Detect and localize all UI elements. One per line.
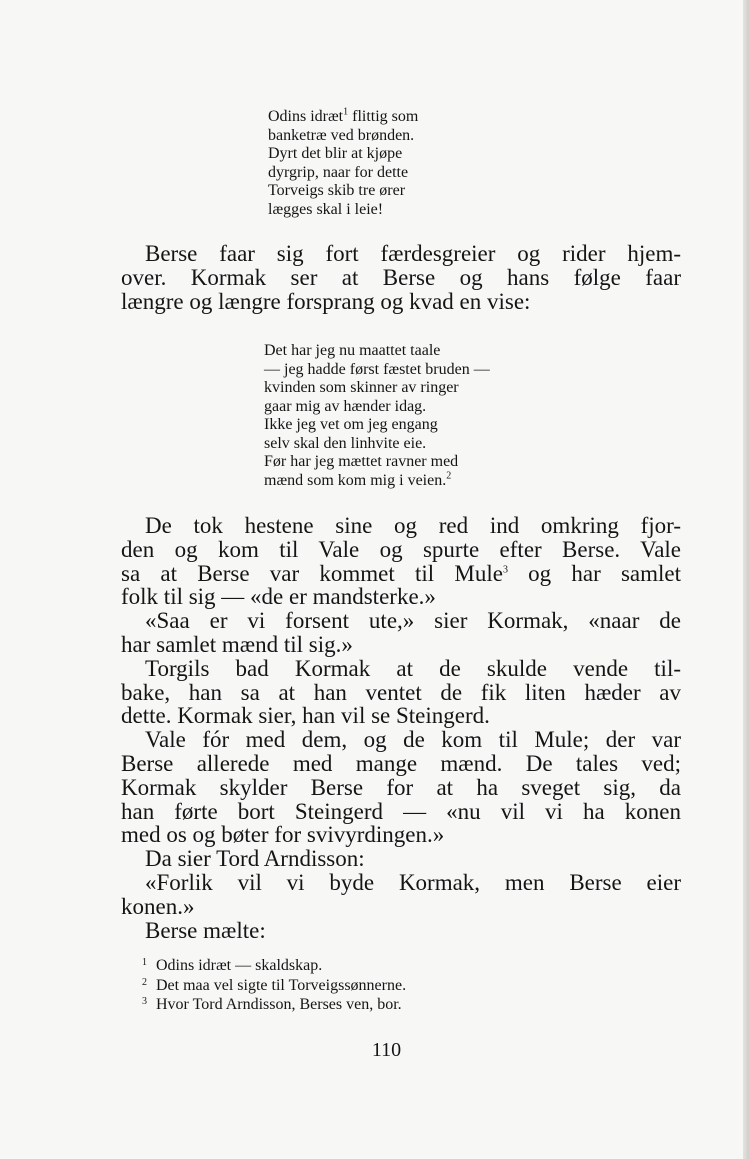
footnote-text: Hvor Tord Arndisson, Berses ven, bor. [156,996,402,1013]
prose-paragraph-1 [121,242,681,313]
footnote-text: Det maa vel sigte til Torveigssønnerne. [156,976,407,994]
prose-line: dette. Kormak sier, han vil se Steingerd. [121,703,490,729]
prose-line: konen.» [121,893,195,919]
page-edge [743,0,749,1159]
prose-line: bake, han sa at han ventet de fik liten hæder av [121,679,681,705]
page-number: 110 [371,1039,402,1061]
prose-line: «Forlik vil vi byde Kormak, men Berse eier [145,869,681,895]
prose-line: med os og bøter for svivyrdingen.» [121,822,445,848]
verse-line: Før har jeg mættet ravner med [264,453,459,470]
verse-line: mænd som kom mig i veien.$^2$ [264,470,452,489]
verse-stanza-2 [264,342,490,490]
verse-line: Odins idræt$^1$ flittig som [268,106,419,125]
prose-line: De tok hestene sine og red ind omkring fjor- [145,513,681,538]
footnote-ref: 2 [446,470,452,482]
prose-line: Torgils bad Kormak at de skulde vende til- [145,655,681,681]
verse-line: Dyrt det blir at kjøpe [268,145,403,162]
prose-line: Berse faar sig fort færdesgreier og rider hjem- [145,241,681,266]
footnote-ref: 1 [343,106,349,118]
footnote [142,995,406,1015]
verse-line: lægges skal i leie! [268,200,384,218]
prose-line: han førte bort Steingerd — «nu vil vi ha konen [121,798,681,824]
footnote-number: 2 [142,976,147,988]
footnote [142,976,406,996]
prose-line: «Saa er vi forsent ute,» sier Kormak, «naar de [145,608,681,634]
prose-line: folk til sig — «de er mandsterke.» [121,584,436,610]
prose-line: Berse allerede med mange mænd. De tales ved; [121,750,681,776]
footnotes [142,956,406,1015]
footnote-number: 3 [142,996,147,1007]
prose-line: den og kom til Vale og spurte efter Berse. Vale [121,536,681,562]
verse-line: — jeg hadde først fæstet bruden — [264,360,490,378]
prose-line: over. Kormak ser at Berse og hans følge faar [121,264,681,290]
prose-line: har samlet mænd til sig.» [121,631,353,657]
verse-line: dyrgrip, naar for dette [268,163,409,181]
prose-paragraph-2 [121,514,681,942]
footnote [142,956,406,976]
prose-line: Vale fór med dem, og de kom til Mule; der var [145,727,681,753]
footnote-number: 1 [142,957,147,968]
prose-line: Da sier Tord Arndisson: [145,846,365,872]
prose-line: sa at Berse var kommet til Mule$^3$ og har samlet [121,560,682,586]
prose-line: Berse mælte: [145,917,266,943]
prose-line: længre og længre forsprang og kvad en vise: [121,288,531,314]
verse-line: Torveigs skib tre ører [268,182,406,199]
prose-line: Kormak skylder Berse for at ha sveget sig, da [121,774,681,800]
footnote-text: Odins idræt — skaldskap. [156,957,323,974]
footnote-ref: 3 [502,563,508,575]
verse-line: Det har jeg nu maattet taale [264,342,441,359]
verse-line: Ikke jeg vet om jeg engang [264,416,438,433]
verse-line: kvinden som skinner av ringer [264,379,459,396]
verse-line: banketræ ved brønden. [268,126,415,144]
verse-line: selv skal den linhvite eie. [264,434,427,452]
verse-line: gaar mig av hænder idag. [264,397,427,415]
verse-stanza-1 [268,108,418,219]
